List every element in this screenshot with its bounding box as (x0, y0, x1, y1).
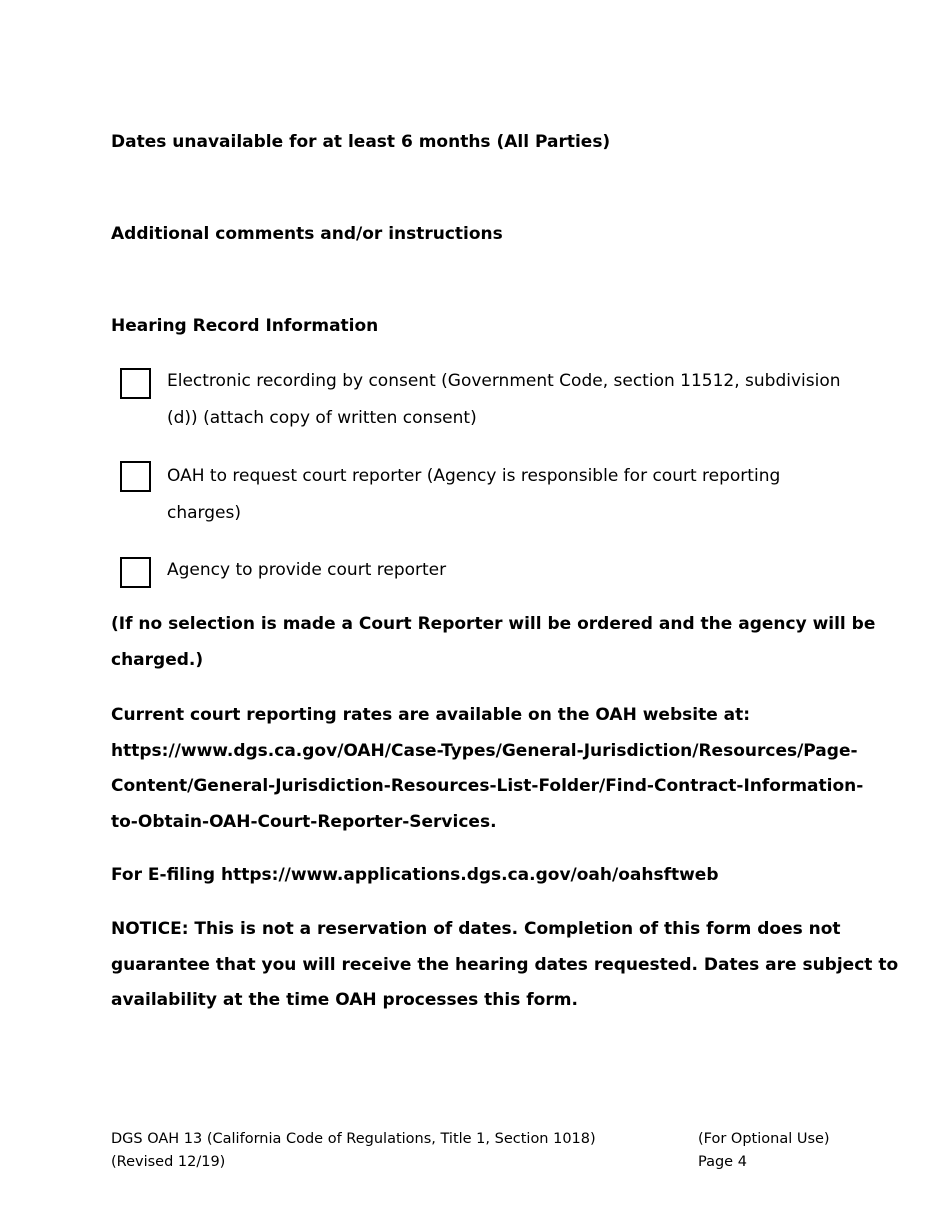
footer-optional-use: (For Optional Use) (698, 1131, 830, 1147)
rates-notice (111, 698, 864, 840)
reservation-notice-line2: guarantee that you will receive the hearing dates requested. Dates are subject to (111, 954, 899, 975)
footer-left (111, 1128, 596, 1174)
no-selection-notice-line2: charged.) (111, 649, 204, 670)
reservation-notice-line1: NOTICE: This is not a reservation of dates. Completion of this form does not (111, 919, 841, 939)
oah-court-reporter-label-line1: OAH to request court reporter (Agency is responsible for court reporting (167, 466, 781, 486)
agency-court-reporter-checkbox[interactable] (120, 557, 151, 588)
electronic-recording-label-line1: Electronic recording by consent (Government Code, section 11512, subdivision (167, 371, 841, 391)
rates-notice-url-line1[interactable]: https://www.dgs.ca.gov/OAH/Case-Types/General-Jurisdiction/Resources/Page- (111, 740, 858, 761)
footer-revised: (Revised 12/19) (111, 1154, 226, 1170)
no-selection-notice (111, 607, 876, 678)
dates-unavailable-heading: Dates unavailable for at least 6 months (All Parties) (111, 132, 611, 152)
footer-form-id: DGS OAH 13 (California Code of Regulations, Title 1, Section 1018) (111, 1131, 596, 1147)
oah-court-reporter-checkbox[interactable] (120, 461, 151, 492)
rates-notice-line1: Current court reporting rates are available on the OAH website at: (111, 705, 751, 725)
electronic-recording-checkbox[interactable] (120, 368, 151, 399)
electronic-recording-label-line2: (d)) (attach copy of written consent) (167, 408, 477, 428)
agency-court-reporter-label (167, 552, 837, 589)
agency-court-reporter-label-line1: Agency to provide court reporter (167, 560, 447, 580)
hearing-record-heading: Hearing Record Information (111, 316, 379, 336)
rates-notice-url-line3[interactable]: to-Obtain-OAH-Court-Reporter-Services. (111, 811, 497, 832)
reservation-notice-line3: availability at the time OAH processes this form. (111, 990, 578, 1010)
reservation-notice (111, 912, 899, 1019)
efiling-link[interactable]: For E-filing https://www.applications.dgs.ca.gov/oah/oahsftweb (111, 865, 719, 885)
no-selection-notice-line1: (If no selection is made a Court Reporter will be ordered and the agency will be (111, 614, 876, 634)
additional-comments-heading: Additional comments and/or instructions (111, 224, 503, 244)
footer-page-number: Page 4 (698, 1154, 747, 1170)
oah-court-reporter-label (167, 458, 837, 532)
footer-right (698, 1128, 830, 1174)
electronic-recording-label (167, 363, 841, 437)
rates-notice-url-line2[interactable]: Content/General-Jurisdiction-Resources-List-Folder/Find-Contract-Information- (111, 776, 864, 796)
oah-court-reporter-label-line2: charges) (167, 503, 241, 523)
